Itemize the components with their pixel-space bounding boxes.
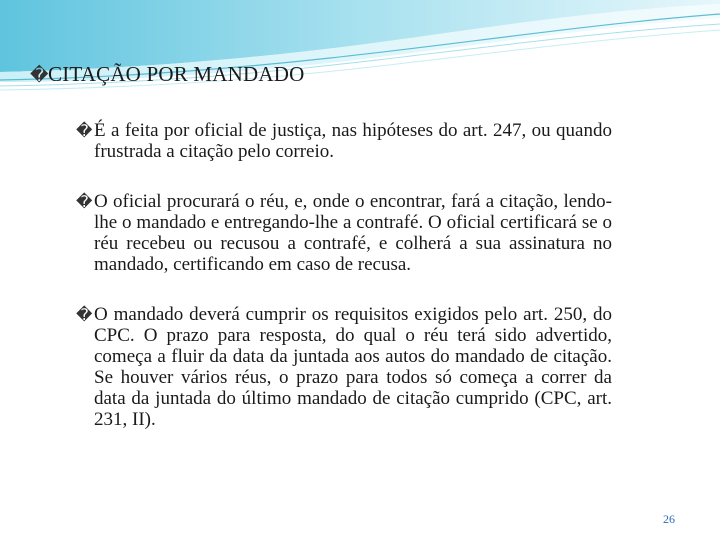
bullet-marker-icon: � [76, 121, 93, 140]
bullet-marker-icon: � [76, 305, 93, 324]
bullet-marker-icon: � [76, 192, 93, 211]
slide-title-row [30, 61, 304, 89]
bullet-text: O oficial procurará o réu, e, onde o encontrar, fará a citação, lendo-lhe o mandado e entregando-lhe a contrafé. O oficial certificará se o réu recebeu ou recusou a contrafé, e colherá a sua assinatura no mandado, certificando em caso de recusa. [94, 191, 612, 275]
bullet-item [76, 191, 612, 275]
bullet-text: O mandado deverá cumprir os requisitos exigidos pelo art. 250, do CPC. O prazo para resposta, do qual o réu terá sido advertido, começa a fluir da data da juntada aos autos do mandado de citação. Se houver vários réus, o prazo para todos só começa a correr da data da juntada do último mandado de citação cumprido (CPC, art. 231, II). [94, 304, 612, 430]
title-marker-icon: � [30, 65, 49, 86]
bullet-list [76, 120, 612, 430]
bullet-item [76, 304, 612, 430]
slide-title: CITAÇÃO POR MANDADO [48, 62, 305, 86]
bullet-item [76, 120, 612, 162]
bullet-text: É a feita por oficial de justiça, nas hipóteses do art. 247, ou quando frustrada a citação pelo correio. [94, 120, 612, 162]
page-number: 26 [663, 512, 675, 526]
